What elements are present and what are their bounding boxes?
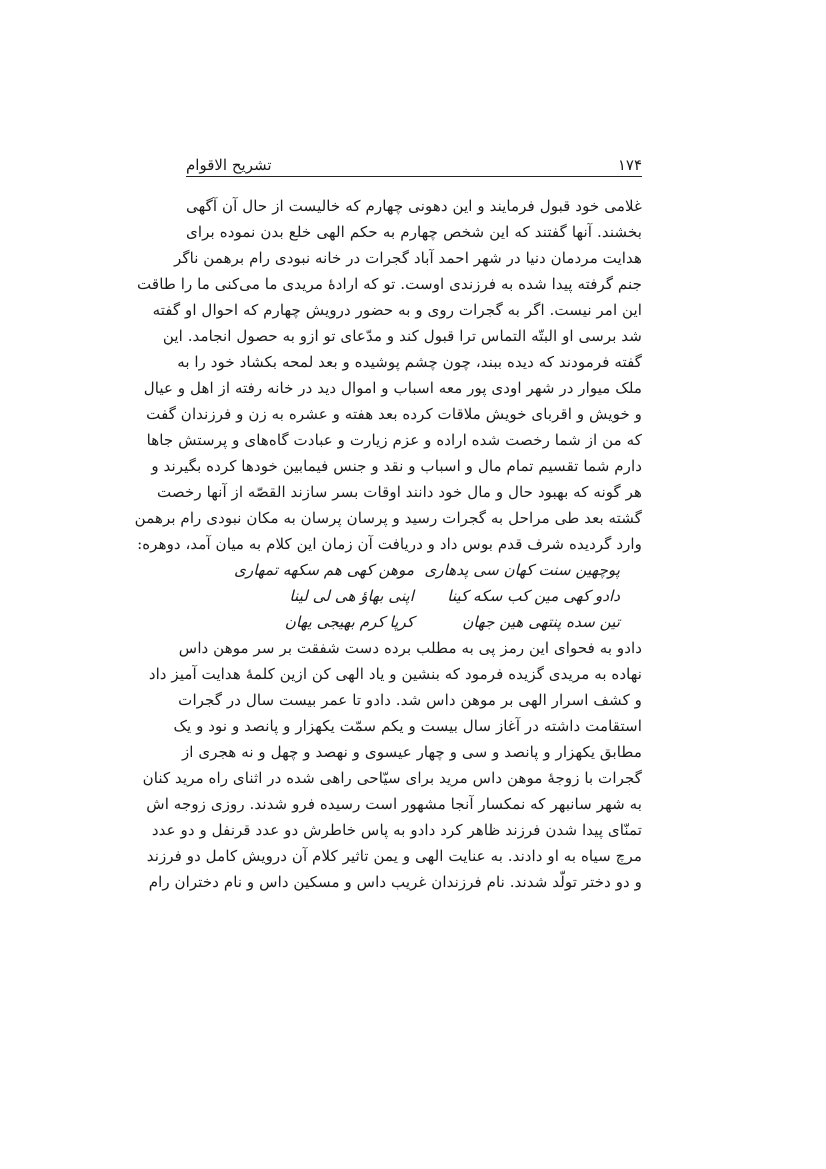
text-line: غلامی خود قبول فرمایند و این دهونی چهارم که خالیست از حال آن آگهی	[186, 197, 642, 215]
text-line: ملک میوار در شهر اودی پور معه اسباب و اموال دید در خانه رفته از اهل و عیال	[143, 379, 642, 397]
text-line: تمنّای پیدا شدن فرزند ظاهر کرد دادو به پاس خاطرش دو عدد قرنفل و دو عدد	[151, 821, 642, 839]
text-line: و خویش و اقربای خویش ملاقات کرده بعد هفته و عشره به زن و فرزندان گفت	[146, 405, 642, 423]
verse-hemistich: موهن کهی هم سکهه تمهاری	[234, 561, 414, 579]
text-line: این امر نیست. اگر به گجرات روی و به حضور درویش چهارم که احوال او گفته	[152, 301, 642, 319]
verse-hemistich: دادو کهی مین کب سکه کینا	[447, 587, 620, 605]
body-text	[134, 193, 642, 895]
text-line: به شهر سانبهر که نمکسار آنجا مشهور است رسیده فرو شدند. روزی زوجه اش	[146, 795, 642, 813]
verse-hemistich: پوچهین سنت کهان سی پدهاری	[424, 561, 620, 579]
text-line: مطابق یکهزار و پانصد و سی و چهار عیسوی و نهصد و چهل و نه هجری از	[181, 743, 642, 761]
header-rule	[186, 176, 642, 177]
page-header	[186, 146, 642, 174]
verse-line	[186, 583, 642, 609]
text-line: و کشف اسرار الهی بر موهن داس شد. دادو تا عمر بیست سال در گجرات	[178, 691, 642, 709]
text-line: که من از شما رخصت شده اراده و عزم زیارت و عبادت گاه‌های و پرستش جاها	[146, 431, 642, 449]
text-line: و دو دختر تولّد شدند. نام فرزندان غریب داس و مسکین داس و نام دختران رام	[148, 873, 642, 891]
verse-hemistich: تین سده پنتهی هین جهان	[462, 613, 620, 631]
text-line: جنم گرفته پیدا شده به فرزندی اوست. تو که ارادۀ مریدی ما می‌کنی ما را طاقت	[137, 275, 642, 293]
verse-hemistich: کرپا کرم بهیجی یهان	[284, 613, 414, 631]
text-line: بخشند. آنها گفتند که این شخص چهارم به حکم الهی خلع بدن نموده برای	[186, 223, 642, 241]
text-line: گفته فرمودند که دیده ببند، چون چشم پوشیده و بعد لمحه بکشاد خود را به	[177, 353, 642, 371]
verse-line	[186, 609, 642, 635]
page-number: ۱۷۴	[617, 156, 642, 174]
text-line: گجرات با زوجۀ موهن داس مرید برای سیّاحی راهی شده در اثنای راه مرید کنان	[142, 769, 642, 787]
text-line: هدایت مردمان دنیا در شهر احمد آباد گجرات در خانه نبودی رام برهمن ناگر	[174, 249, 642, 267]
text-line: گشته بعد طی مراحل به گجرات رسید و پرسان پرسان به مکان نبودی رام برهمن	[134, 509, 642, 527]
text-line: مرچ سیاه به او دادند. به عنایت الهی و یمن تاثیر کلام آن درویش کامل دو فرزند	[146, 847, 642, 865]
verse-line	[186, 557, 642, 583]
text-line: استقامت داشته در آغاز سال بیست و یکم سمّت یکهزار و پانصد و نود و یک	[173, 717, 642, 735]
running-title: تشریح الاقوام	[186, 156, 272, 174]
text-line: نهاده به مریدی گزیده فرمود که بنشین و یاد الهی کن ازین کلمۀ هدایت آمیز داد	[148, 665, 642, 683]
text-line: دارم شما تقسیم تمام مال و اسباب و نقد و جنس فیمابین خودها کرده بگیرند و	[151, 457, 642, 475]
text-line: وارد گردیده شرف قدم بوس داد و دریافت آن زمان این کلام به میان آمد، دوهره:	[137, 535, 642, 553]
text-line: شد برسی او البتّه التماس ترا قبول کند و مدّعای تو ازو به حصول انجامد. این	[162, 327, 642, 345]
verse-hemistich: اپنی بهاؤ هی لی لینا	[289, 587, 414, 605]
text-line: هر گونه که بهبود حال و مال خود دانند اوقات بسر سازند القصّه از آنها رخصت	[156, 483, 642, 501]
text-line: دادو به فحوای این رمز پی به مطلب برده دست شفقت بر سر موهن داس	[178, 639, 642, 657]
